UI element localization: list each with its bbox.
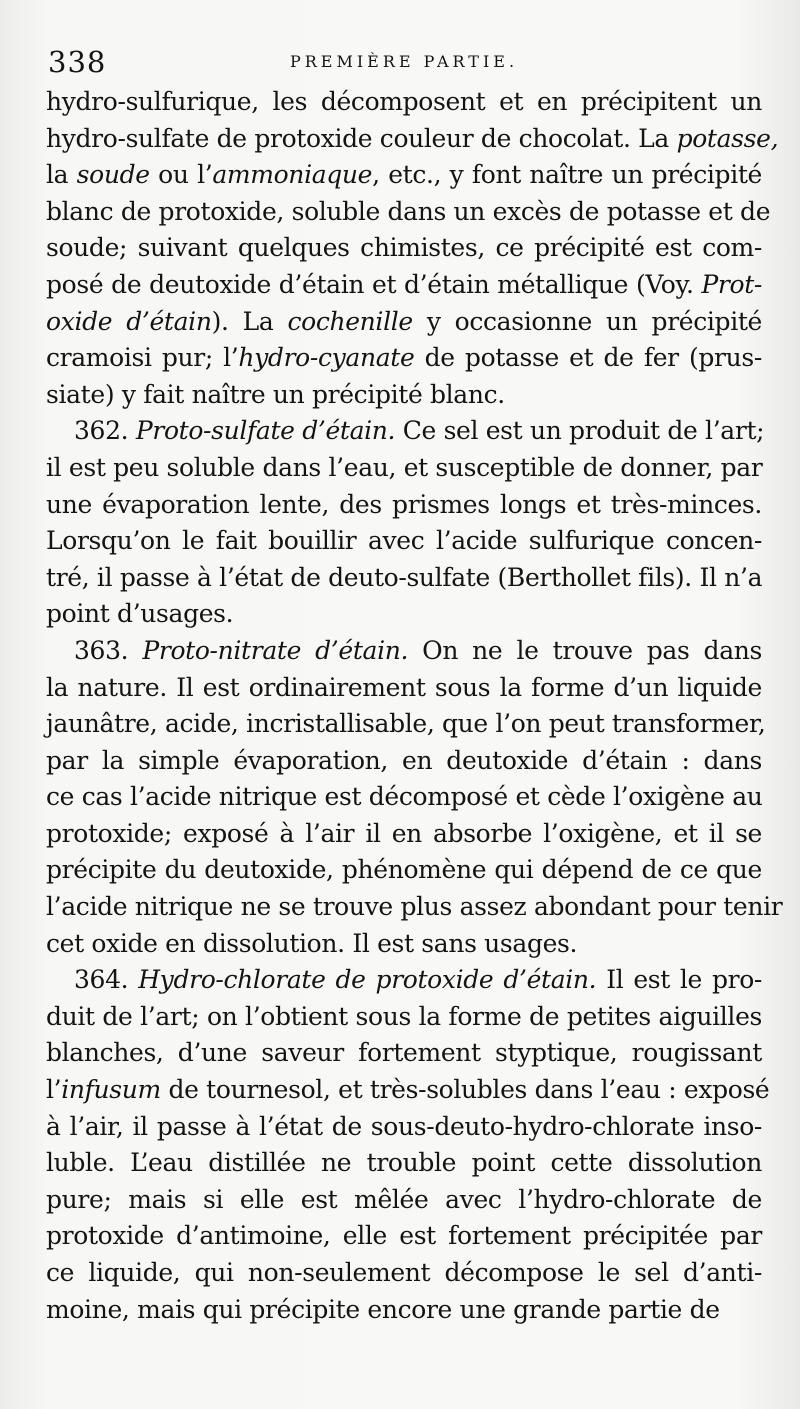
italic-run: cochenille: [287, 306, 413, 336]
text-line: [46, 1035, 762, 1072]
text-line: [46, 633, 762, 670]
text-line: [46, 1292, 762, 1329]
text-run: de potasse et de fer (prus-: [414, 343, 762, 373]
text-run: Il est le pro-: [596, 965, 763, 995]
text-run: la nature. Il est ordinairement sous la forme d’un liquide: [46, 672, 762, 702]
text-line: [46, 852, 762, 889]
text-line: [46, 340, 762, 377]
text-line: [46, 304, 762, 341]
text-run: luble. L’eau distillée ne trouble point cette dissolution: [46, 1148, 762, 1178]
text-line: [46, 413, 765, 450]
text-line: [46, 1255, 762, 1292]
text-run: une évaporation lente, des prismes longs et très-minces.: [46, 489, 762, 519]
text-run: point d’usages.: [46, 599, 234, 629]
text-run: y occasionne un précipité: [412, 306, 762, 336]
text-run: la: [46, 160, 77, 190]
text-run: duit de l’art; on l’obtient sous la forme de petites aiguilles: [46, 1001, 762, 1031]
text-run: 362.: [74, 416, 136, 446]
text-line: [46, 1145, 762, 1182]
text-line: [46, 962, 762, 999]
text-run: hydro-sulfurique, les décomposent et en précipitent un: [46, 87, 762, 116]
italic-run: infusum: [61, 1075, 161, 1105]
text-line: [46, 157, 762, 194]
text-run: ). La: [211, 306, 288, 336]
text-run: l’: [46, 1075, 62, 1105]
text-run: jaunâtre, acide, incristallisable, que l’on peut transformer,: [46, 709, 766, 739]
text-line: [46, 596, 762, 633]
text-line: [46, 926, 762, 963]
text-line: [46, 1072, 770, 1109]
text-run: par la simple évaporation, en deutoxide d’étain : dans: [46, 745, 762, 775]
text-run: cramoisi pur; l’: [46, 343, 239, 373]
italic-run: Proto-sulfate d’étain.: [135, 416, 396, 446]
text-line: [46, 84, 762, 121]
text-run: blanches, d’une saveur fortement styptique, rougissant: [46, 1038, 762, 1068]
text-line: [46, 999, 762, 1036]
text-line: [46, 1182, 762, 1219]
text-run: Lorsqu’on le fait bouillir avec l’acide sulfurique concen-: [46, 526, 762, 556]
text-line: [46, 1109, 762, 1146]
text-line: [46, 230, 762, 267]
text-run: tré, il passe à l’état de deuto-sulfate (Berthollet fils). Il n’a: [46, 562, 763, 592]
italic-run: Hydro-chlorate de protoxide d’étain.: [138, 965, 597, 995]
text-run: 363.: [74, 635, 143, 665]
text-run: blanc de protoxide, soluble dans un excès de potasse et de: [46, 196, 771, 226]
text-line: [46, 560, 762, 597]
text-line: [46, 779, 762, 816]
text-run: cet oxide en dissolution. Il est sans usages.: [46, 928, 578, 958]
text-line: [46, 121, 779, 158]
italic-run: potasse,: [676, 123, 779, 153]
text-line: [46, 377, 762, 414]
text-run: protoxide; exposé à l’air il en absorbe l’oxigène, et il se: [46, 818, 762, 848]
italic-run: oxide d’étain: [46, 306, 212, 336]
running-head: [48, 44, 760, 80]
text-line: [46, 1218, 762, 1255]
text-run: 364.: [74, 965, 139, 995]
text-run: moine, mais qui précipite encore une grande partie de: [46, 1294, 720, 1324]
text-line: [46, 706, 766, 743]
text-line: [46, 743, 762, 780]
text-line: [46, 267, 762, 304]
text-run: ce liquide, qui non-seulement décompose le sel d’anti-: [46, 1258, 762, 1287]
text-run: Ce sel est un produit de l’art;: [395, 416, 765, 446]
text-line: [46, 450, 762, 487]
text-line: [46, 194, 771, 231]
italic-run: hydro-cyanate: [238, 343, 415, 373]
text-line: [46, 816, 762, 853]
text-line: [46, 670, 762, 707]
text-run: soude; suivant quelques chimistes, ce précipité est com-: [46, 233, 762, 263]
italic-run: soude: [76, 160, 150, 190]
text-run: de tournesol, et très-solubles dans l’eau : exposé: [160, 1075, 770, 1105]
text-run: hydro-sulfate de protoxide couleur de chocolat. La: [46, 123, 677, 153]
italic-run: ammoniaque: [212, 160, 373, 190]
text-line: [46, 487, 762, 524]
text-run: On ne le trouve pas dans: [408, 635, 762, 665]
body-text: [46, 84, 783, 1328]
text-run: posé de deutoxide d’étain et d’étain métallique (Voy.: [46, 269, 702, 299]
text-run: il est peu soluble dans l’eau, et susceptible de donner, par: [46, 452, 763, 482]
text-line: [46, 523, 762, 560]
text-run: ce cas l’acide nitrique est décomposé et cède l’oxigène au: [46, 782, 763, 812]
text-run: siate) y fait naître un précipité blanc.: [46, 379, 505, 409]
text-run: ou l’: [149, 160, 213, 190]
italic-run: Proto-nitrate d’étain.: [142, 635, 409, 665]
page-number: 338: [48, 45, 107, 79]
text-run: protoxide d’antimoine, elle est fortement précipitée par: [46, 1221, 762, 1251]
section-title: PREMIÈRE PARTIE.: [289, 52, 519, 71]
text-run: pure; mais si elle est mêlée avec l’hydro-chlorate de: [46, 1184, 762, 1214]
text-run: précipite du deutoxide, phénomène qui dépend de ce que: [46, 855, 762, 885]
text-run: l’acide nitrique ne se trouve plus assez abondant pour tenir: [46, 892, 783, 922]
text-run: , etc., y font naître un précipité: [372, 160, 762, 190]
text-line: [46, 889, 783, 926]
text-run: à l’air, il passe à l’état de sous-deuto-hydro-chlorate inso-: [46, 1111, 762, 1141]
italic-run: Prot-: [701, 269, 762, 299]
